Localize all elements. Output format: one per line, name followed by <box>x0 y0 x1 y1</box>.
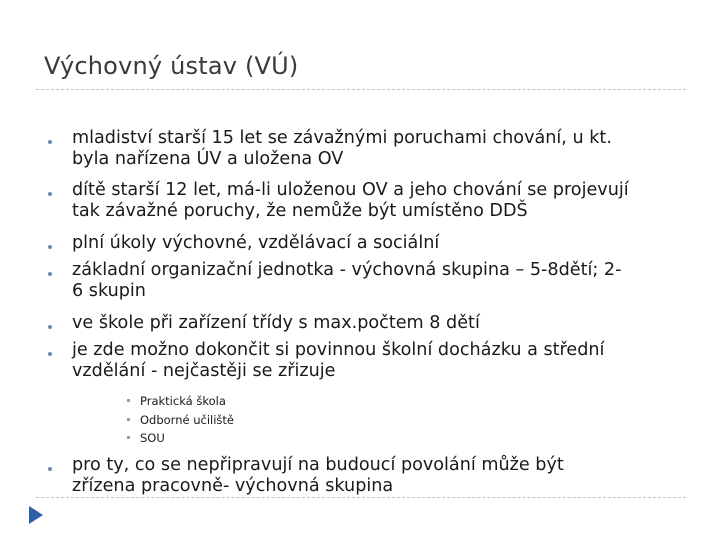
sub-bullet-item <box>140 431 165 445</box>
sub-bullet-square-icon <box>127 399 130 402</box>
sub-bullet-square-icon <box>127 418 130 421</box>
bullet-dot-icon <box>48 272 52 276</box>
bullet-text: základní organizační jednotka - výchovná skupina – 5-8dětí; 2- 6 skupin <box>72 260 622 301</box>
sub-bullet-text: Praktická škola <box>140 394 226 408</box>
bullet-text: dítě starší 12 let, má-li uloženou OV a jeho chování se projevují tak závažné poruchy, že nemůže být umístěno DDŠ <box>72 180 629 221</box>
bullet-dot-icon <box>48 245 52 249</box>
title-divider <box>36 89 686 90</box>
sub-bullet-item <box>140 394 226 408</box>
bullet-dot-icon <box>48 467 52 471</box>
next-slide-arrow-icon[interactable] <box>29 506 43 524</box>
bullet-text: pro ty, co se nepřipravují na budoucí povolání může být zřízena pracovně- výchovná skupina <box>72 455 564 496</box>
bullet-dot-icon <box>48 192 52 196</box>
bullet-dot-icon <box>48 140 52 144</box>
bullet-text: plní úkoly výchovné, vzdělávací a sociální <box>72 233 440 253</box>
footer-divider <box>36 497 686 498</box>
bullet-text: ve škole při zařízení třídy s max.počtem 8 dětí <box>72 313 480 333</box>
sub-bullet-square-icon <box>127 436 130 439</box>
bullet-dot-icon <box>48 352 52 356</box>
bullet-text: je zde možno dokončit si povinnou školní docházku a střední vzdělání - nejčastěji se zřizuje <box>72 340 605 381</box>
slide-title: Výchovný ústav (VÚ) <box>44 52 299 80</box>
sub-bullet-item <box>140 413 234 427</box>
bullet-dot-icon <box>48 325 52 329</box>
sub-bullet-text: Odborné učiliště <box>140 413 235 427</box>
sub-bullet-text: SOU <box>140 431 165 445</box>
bullet-text: mladiství starší 15 let se závažnými poruchami chování, u kt. byla nařízena ÚV a uložena OV <box>72 128 612 169</box>
